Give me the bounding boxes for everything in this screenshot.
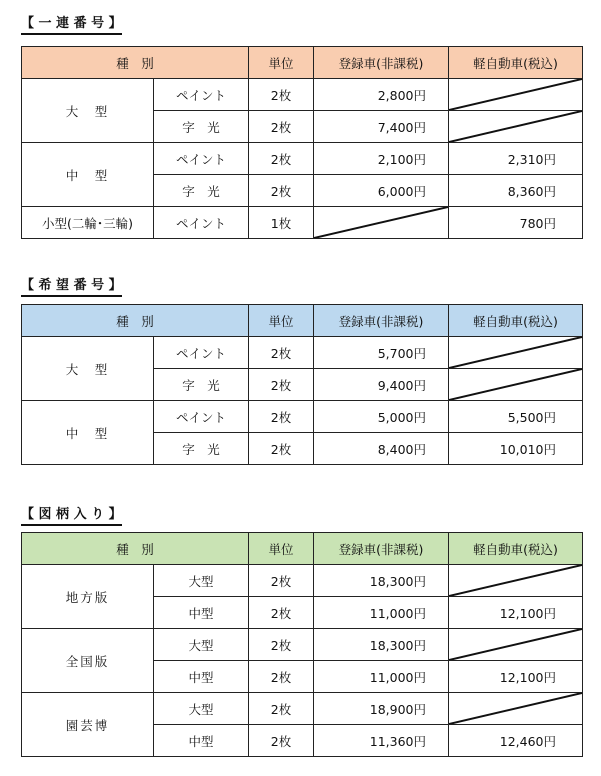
table-row — [22, 207, 583, 239]
kei-price: 780円 — [449, 207, 583, 239]
unit-cell: 2枚 — [249, 629, 314, 661]
header-row — [22, 47, 583, 79]
subtype-cell: 字 光 — [154, 433, 249, 465]
header-row — [22, 533, 583, 565]
header-category: 種 別 — [22, 533, 249, 565]
unit-cell: 2枚 — [249, 337, 314, 369]
not-applicable-slash — [449, 629, 582, 660]
registered-price: 18,900円 — [314, 693, 449, 725]
subtype-cell: 字 光 — [154, 111, 249, 143]
table-row — [22, 401, 583, 433]
not-applicable-slash — [449, 565, 582, 596]
registered-price: 18,300円 — [314, 565, 449, 597]
unit-cell: 2枚 — [249, 369, 314, 401]
subtype-cell: ペイント — [154, 401, 249, 433]
header-unit: 単位 — [249, 47, 314, 79]
registered-price: 5,000円 — [314, 401, 449, 433]
category-cell: 中 型 — [22, 143, 154, 207]
header-registered: 登録車(非課税) — [314, 533, 449, 565]
kei-price — [449, 693, 583, 725]
header-registered: 登録車(非課税) — [314, 305, 449, 337]
header-category: 種 別 — [22, 47, 249, 79]
table-row — [22, 143, 583, 175]
registered-price: 8,400円 — [314, 433, 449, 465]
subtype-cell: ペイント — [154, 79, 249, 111]
kei-price — [449, 629, 583, 661]
fee-table — [21, 532, 583, 757]
registered-price: 6,000円 — [314, 175, 449, 207]
table-row — [22, 629, 583, 661]
category-cell: 中 型 — [22, 401, 154, 465]
fee-table — [21, 46, 583, 239]
subtype-cell: 大型 — [154, 629, 249, 661]
kei-price — [449, 111, 583, 143]
header-kei: 軽自動車(税込) — [449, 305, 583, 337]
subtype-cell: 中型 — [154, 661, 249, 693]
subtype-cell: ペイント — [154, 143, 249, 175]
section-title: 【 希 望 番 号 】 — [21, 278, 122, 297]
unit-cell: 2枚 — [249, 175, 314, 207]
category-cell: 大 型 — [22, 79, 154, 143]
unit-cell: 2枚 — [249, 79, 314, 111]
header-unit: 単位 — [249, 305, 314, 337]
kei-price: 10,010円 — [449, 433, 583, 465]
kei-price: 12,460円 — [449, 725, 583, 757]
subtype-cell: 字 光 — [154, 369, 249, 401]
not-applicable-slash — [314, 207, 448, 238]
table-row — [22, 565, 583, 597]
subtype-cell: 中型 — [154, 725, 249, 757]
kei-price: 8,360円 — [449, 175, 583, 207]
category-cell: 大 型 — [22, 337, 154, 401]
header-row — [22, 305, 583, 337]
unit-cell: 2枚 — [249, 597, 314, 629]
unit-cell: 2枚 — [249, 433, 314, 465]
fee-table — [21, 304, 583, 465]
kei-price: 12,100円 — [449, 661, 583, 693]
unit-cell: 2枚 — [249, 725, 314, 757]
kei-price — [449, 337, 583, 369]
table-row — [22, 79, 583, 111]
unit-cell: 1枚 — [249, 207, 314, 239]
kei-price — [449, 369, 583, 401]
unit-cell: 2枚 — [249, 661, 314, 693]
unit-cell: 2枚 — [249, 401, 314, 433]
table-row — [22, 337, 583, 369]
registered-price: 11,000円 — [314, 661, 449, 693]
registered-price: 2,100円 — [314, 143, 449, 175]
unit-cell: 2枚 — [249, 143, 314, 175]
subtype-cell: 大型 — [154, 693, 249, 725]
category-cell: 地方版 — [22, 565, 154, 629]
table-row — [22, 693, 583, 725]
subtype-cell: 中型 — [154, 597, 249, 629]
registered-price: 2,800円 — [314, 79, 449, 111]
registered-price: 18,300円 — [314, 629, 449, 661]
registered-price: 7,400円 — [314, 111, 449, 143]
kei-price: 5,500円 — [449, 401, 583, 433]
header-kei: 軽自動車(税込) — [449, 47, 583, 79]
not-applicable-slash — [449, 111, 582, 142]
subtype-cell: ペイント — [154, 337, 249, 369]
kei-price: 12,100円 — [449, 597, 583, 629]
category-cell: 園芸博 — [22, 693, 154, 757]
header-kei: 軽自動車(税込) — [449, 533, 583, 565]
registered-price: 11,000円 — [314, 597, 449, 629]
subtype-cell: 字 光 — [154, 175, 249, 207]
kei-price: 2,310円 — [449, 143, 583, 175]
unit-cell: 2枚 — [249, 111, 314, 143]
unit-cell: 2枚 — [249, 565, 314, 597]
subtype-cell: 大型 — [154, 565, 249, 597]
kei-price — [449, 565, 583, 597]
section-title: 【 一 連 番 号 】 — [21, 16, 122, 35]
header-unit: 単位 — [249, 533, 314, 565]
registered-price: 9,400円 — [314, 369, 449, 401]
header-category: 種 別 — [22, 305, 249, 337]
header-registered: 登録車(非課税) — [314, 47, 449, 79]
not-applicable-slash — [449, 693, 582, 724]
category-cell: 全国版 — [22, 629, 154, 693]
kei-price — [449, 79, 583, 111]
not-applicable-slash — [449, 79, 582, 110]
not-applicable-slash — [449, 369, 582, 400]
not-applicable-slash — [449, 337, 582, 368]
registered-price — [314, 207, 449, 239]
category-cell: 小型(二輪･三輪) — [22, 207, 154, 239]
section-title: 【 図 柄 入 り 】 — [21, 507, 122, 526]
subtype-cell: ペイント — [154, 207, 249, 239]
registered-price: 5,700円 — [314, 337, 449, 369]
registered-price: 11,360円 — [314, 725, 449, 757]
unit-cell: 2枚 — [249, 693, 314, 725]
